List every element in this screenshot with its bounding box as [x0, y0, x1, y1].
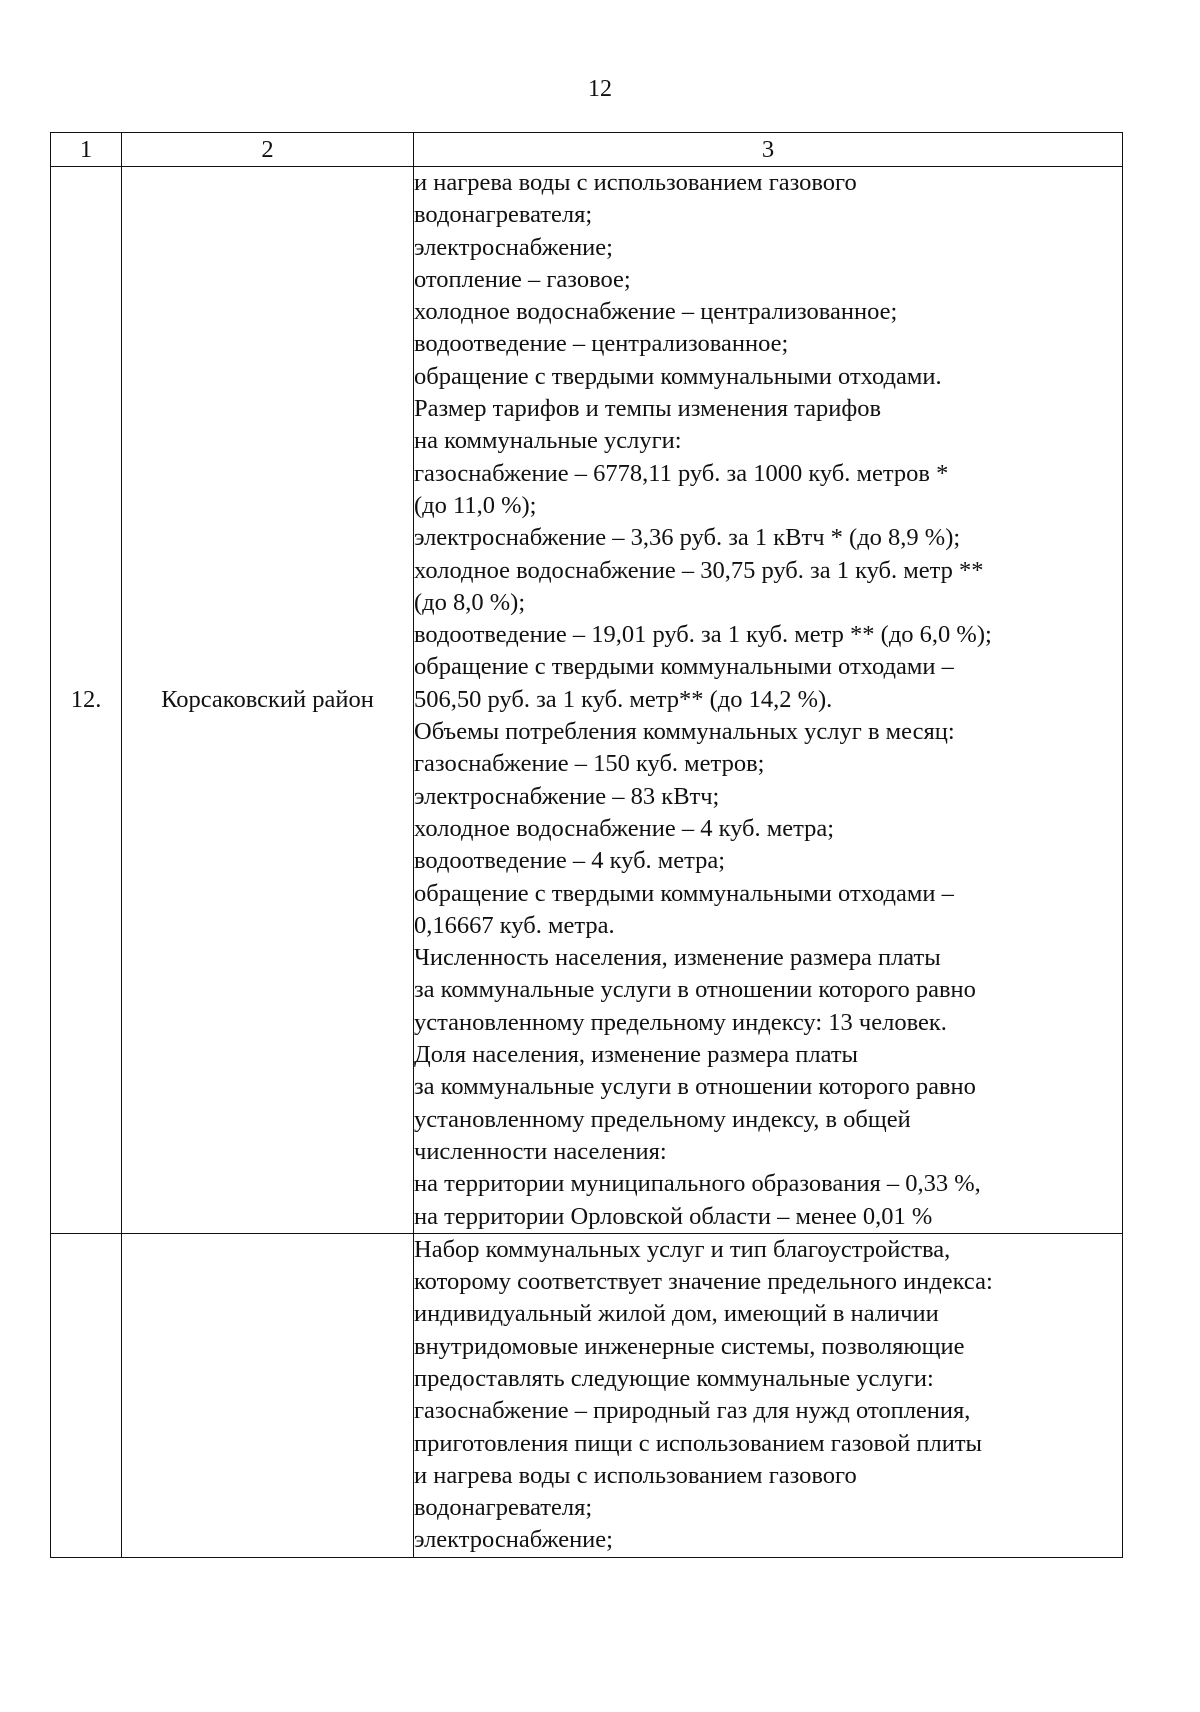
- description-line: на коммунальные услуги:: [414, 427, 682, 455]
- description-line: и нагрева воды с использованием газового: [414, 169, 857, 196]
- description-line: приготовления пищи с использованием газовой плиты: [414, 1429, 983, 1457]
- description-line: установленному предельному индексу, в общей: [414, 1105, 911, 1133]
- description-line: электроснабжение – 3,36 руб. за 1 кВтч * (до 8,9 %);: [414, 524, 961, 552]
- description-line: индивидуальный жилой дом, имеющий в наличии: [414, 1300, 939, 1328]
- description-line: электроснабжение;: [414, 1526, 613, 1554]
- description-line: отопление – газовое;: [414, 265, 631, 293]
- column-header-1: 1: [51, 133, 122, 167]
- description-line: внутридомовые инженерные системы, позволяющие: [414, 1332, 965, 1360]
- description-line: обращение с твердыми коммунальными отходами –: [414, 653, 954, 681]
- description-line: Размер тарифов и темпы изменения тарифов: [414, 395, 882, 423]
- tariff-table: [50, 132, 1123, 1558]
- table-row-continuation: [51, 1233, 1123, 1557]
- description-line: обращение с твердыми коммунальными отходами –: [414, 879, 954, 907]
- description-line: электроснабжение – 83 кВтч;: [414, 782, 720, 810]
- description-line: (до 11,0 %);: [414, 491, 537, 519]
- description-line: численности населения:: [414, 1137, 667, 1165]
- description-line: 0,16667 куб. метра.: [414, 911, 615, 939]
- description-line: за коммунальные услуги в отношении которого равно: [414, 1073, 976, 1101]
- description-line: газоснабжение – природный газ для нужд отопления,: [414, 1397, 971, 1425]
- description-line: Численность населения, изменение размера платы: [414, 944, 941, 972]
- row-description: [414, 167, 1123, 1234]
- district-name: [122, 1233, 414, 1557]
- description-line: водонагревателя;: [414, 1494, 593, 1522]
- description-line: газоснабжение – 6778,11 руб. за 1000 куб. метров *: [414, 459, 949, 487]
- description-line: за коммунальные услуги в отношении которого равно: [414, 976, 976, 1004]
- description-line: которому соответствует значение предельного индекса:: [414, 1268, 993, 1296]
- description-line: электроснабжение;: [414, 233, 613, 261]
- district-name: Корсаковский район: [122, 167, 414, 1234]
- description-line: 506,50 руб. за 1 куб. метр** (до 14,2 %).: [414, 685, 833, 713]
- row-description: [414, 1233, 1123, 1557]
- description-line: (до 8,0 %);: [414, 588, 526, 616]
- description-line: водонагревателя;: [414, 201, 593, 229]
- column-header-3: 3: [414, 133, 1123, 167]
- description-line: обращение с твердыми коммунальными отходами.: [414, 362, 942, 390]
- description-line: Набор коммунальных услуг и тип благоустройства,: [414, 1235, 951, 1263]
- description-line: холодное водоснабжение – централизованное;: [414, 298, 898, 326]
- description-line: водоотведение – централизованное;: [414, 330, 789, 358]
- table-header-row: [51, 133, 1123, 167]
- description-line: газоснабжение – 150 куб. метров;: [414, 750, 765, 778]
- table-row-12: [51, 167, 1123, 1234]
- column-header-2: 2: [122, 133, 414, 167]
- description-line: установленному предельному индексу: 13 человек.: [414, 1008, 947, 1036]
- description-line: Объемы потребления коммунальных услуг в месяц:: [414, 718, 955, 746]
- description-line: холодное водоснабжение – 4 куб. метра;: [414, 814, 835, 842]
- row-number: 12.: [51, 167, 122, 1234]
- description-line: водоотведение – 19,01 руб. за 1 куб. метр ** (до 6,0 %);: [414, 621, 992, 649]
- row-number: [51, 1233, 122, 1557]
- description-line: водоотведение – 4 куб. метра;: [414, 847, 726, 875]
- description-line: холодное водоснабжение – 30,75 руб. за 1 куб. метр **: [414, 556, 984, 584]
- page-number: 12: [588, 76, 612, 102]
- description-line: предоставлять следующие коммунальные услуги:: [414, 1364, 934, 1392]
- description-line: на территории Орловской области – менее 0,01 %: [414, 1202, 933, 1230]
- description-line: на территории муниципального образования – 0,33 %,: [414, 1170, 981, 1198]
- description-line: и нагрева воды с использованием газового: [414, 1461, 857, 1489]
- description-line: Доля населения, изменение размера платы: [414, 1041, 858, 1069]
